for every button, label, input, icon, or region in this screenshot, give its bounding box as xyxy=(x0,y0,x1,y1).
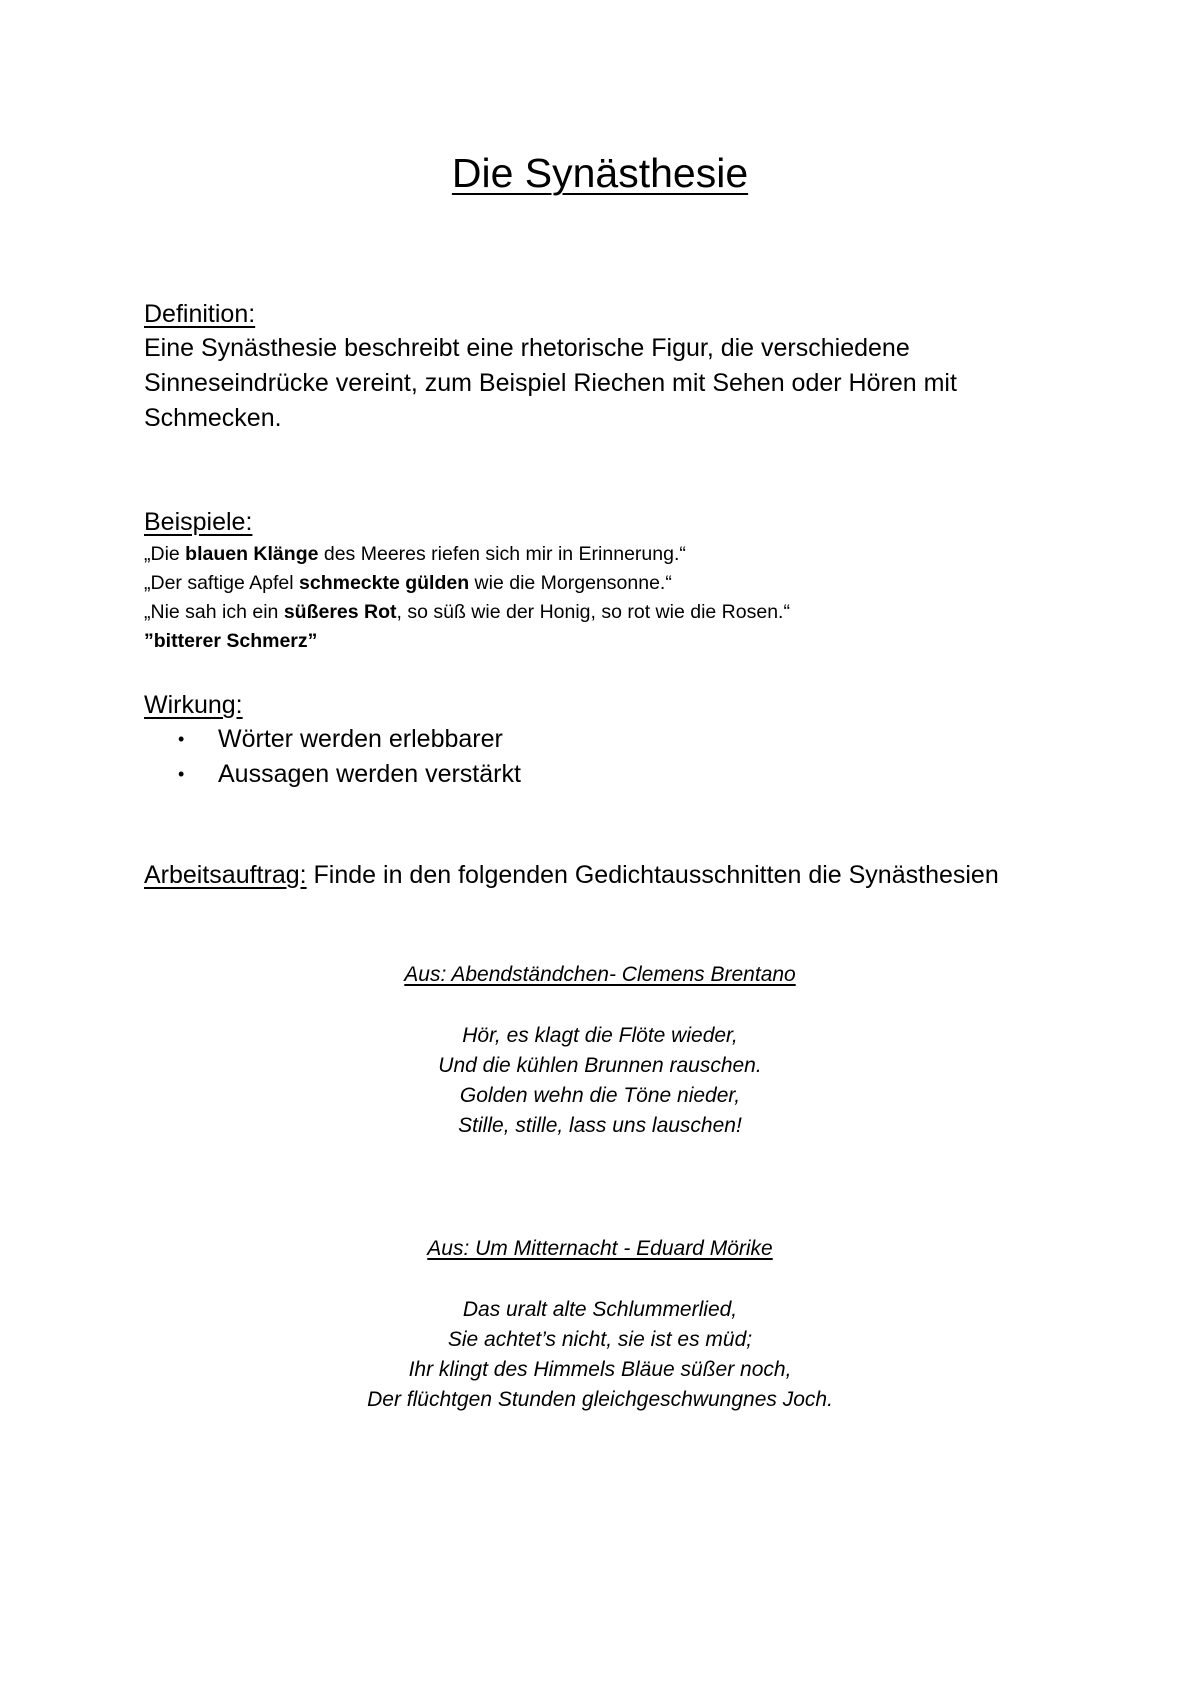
example-item xyxy=(144,569,1044,598)
page-title: Die Synästhesie xyxy=(451,150,749,196)
poem-line: Sie achtet’s nicht, sie ist es müd; xyxy=(447,1328,753,1351)
example-highlight: bitterer Schmerz xyxy=(153,630,308,652)
effects-item-text: Wörter werden erlebbarer xyxy=(218,725,503,753)
poem-line: Ihr klingt des Himmels Bläue süßer noch, xyxy=(408,1358,792,1381)
poem-excerpt xyxy=(0,1295,1200,1415)
example-text: „Nie sah ich ein xyxy=(144,601,284,623)
example-item xyxy=(144,540,1044,569)
example-text: , so süß wie der Honig, so rot wie die Rosen.“ xyxy=(396,601,790,623)
effects-list xyxy=(178,722,521,792)
example-highlight: blauen Klänge xyxy=(185,543,319,565)
examples-heading: Beispiele: xyxy=(144,508,253,536)
example-text: „Der saftige Apfel xyxy=(144,572,299,594)
poem-line: Hör, es klagt die Flöte wieder, xyxy=(462,1024,738,1047)
effects-item xyxy=(178,757,521,792)
poem-line: Das uralt alte Schlummerlied, xyxy=(462,1298,738,1321)
example-text: „Die xyxy=(144,543,186,565)
poem-line: Golden wehn die Töne nieder, xyxy=(459,1084,741,1107)
poem-source: Aus: Um Mitternacht - Eduard Mörike xyxy=(427,1237,773,1260)
bullet-icon: • xyxy=(178,764,185,784)
example-text: ” xyxy=(144,630,154,652)
example-item xyxy=(144,598,1044,627)
example-text: wie die Morgensonne.“ xyxy=(469,572,672,594)
effects-item-text: Aussagen werden verstärkt xyxy=(218,760,521,788)
poem-line: Und die kühlen Brunnen rauschen. xyxy=(438,1054,762,1077)
effects-heading: Wirkung: xyxy=(144,691,243,719)
bullet-icon: • xyxy=(178,729,185,749)
example-highlight: schmeckte gülden xyxy=(299,572,470,594)
definition-text: Eine Synästhesie beschreibt eine rhetorische Figur, die verschiedene Sinneseindrücke vereint, zum Beispiel Riechen mit Sehen oder Hören mit Schmecken. xyxy=(144,334,957,432)
assignment xyxy=(144,858,1144,892)
assignment-text: Finde in den folgenden Gedichtausschnitten die Synästhesien xyxy=(306,861,999,889)
example-text: des Meeres riefen sich mir in Erinnerung.“ xyxy=(318,543,686,565)
definition-heading: Definition: xyxy=(144,300,256,328)
example-text: ” xyxy=(307,630,318,652)
effects-item xyxy=(178,722,521,757)
poem-source: Aus: Abendständchen- Clemens Brentano xyxy=(404,963,796,986)
assignment-label: Arbeitsauftrag: xyxy=(144,861,307,889)
example-item xyxy=(144,627,1044,656)
poem-line: Stille, stille, lass uns lauschen! xyxy=(458,1114,742,1137)
examples-list xyxy=(144,540,1044,656)
poem-line: Der flüchtgen Stunden gleichgeschwungnes Joch. xyxy=(367,1388,833,1411)
example-highlight: süßeres Rot xyxy=(283,601,397,623)
poem-excerpt xyxy=(0,1021,1200,1141)
